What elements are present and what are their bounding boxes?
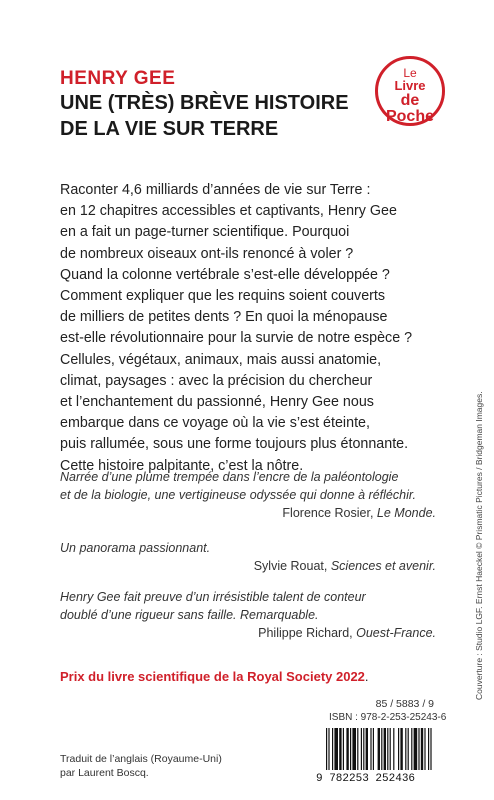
description-line: de milliers de petites dents ? En quoi la ménopause (60, 309, 388, 326)
press-quote-sciences-et-avenir (60, 539, 436, 575)
barcode-bar (339, 728, 341, 770)
barcode-bar (378, 728, 380, 770)
quote-source: Philippe Richard, Ouest-France. (258, 626, 436, 640)
description-line: Cette histoire palpitante, c’est la nôtre. (60, 457, 304, 474)
description-line: et l’enchantement du passionné, Henry Gee nous (60, 394, 374, 411)
barcode-bar (334, 728, 338, 770)
barcode-bar (428, 728, 429, 770)
prize-mention: Prix du livre scientifique de la Royal Society 2022. (60, 669, 369, 684)
description-line: Raconter 4,6 milliards d’années de vie sur Terre : (60, 182, 371, 198)
barcode-bar (387, 728, 388, 770)
quote-line: doublé d’une rigueur sans faille. Remarquable. (60, 608, 319, 622)
barcode-bar (363, 728, 364, 770)
barcode-bar (400, 728, 402, 770)
barcode-bar (346, 728, 348, 770)
press-quote-ouest-france (60, 588, 436, 642)
barcode-bar (384, 728, 386, 770)
barcode-bar (373, 728, 374, 770)
translator-credit (60, 752, 222, 780)
book-description (60, 180, 440, 477)
barcode-bar (366, 728, 368, 770)
description-line: en 12 chapitres accessibles et captivants, Henry Gee (60, 203, 397, 220)
logo-text-de-poche: de Poche (385, 92, 434, 125)
quote-line: Narrée d’une plume trempée dans l’encre de la paléontologie (60, 470, 399, 484)
barcode-digits: 9 782253 252436 (316, 773, 416, 784)
barcode-bar (393, 728, 394, 770)
barcode (312, 726, 448, 784)
barcode-bar (430, 728, 431, 770)
barcode-graphic (312, 726, 448, 784)
barcode-bar (418, 728, 419, 770)
livre-de-poche-logo (375, 56, 445, 126)
description-line: de nombreux oiseaux ont-ils renoncé à voler ? (60, 245, 354, 262)
barcode-bar (357, 728, 358, 770)
description-line: en a fait un page-turner scientifique. Pourquoi (60, 224, 350, 241)
description-line: climat, paysages : avec la précision du chercheur (60, 372, 373, 389)
translator-line: par Laurent Boscq. (60, 767, 149, 779)
barcode-bar (328, 728, 329, 770)
barcode-bar (361, 728, 362, 770)
quote-source: Sylvie Rouat, Sciences et avenir. (253, 559, 436, 573)
barcode-bar (398, 728, 399, 770)
barcode-bar (352, 728, 356, 770)
description-line: puis rallumée, sous une forme toujours plus étonnante. (60, 436, 409, 453)
barcode-bar (421, 728, 423, 770)
description-line: Cellules, végétaux, animaux, mais aussi anatomie, (60, 351, 382, 368)
barcode-bar (332, 728, 333, 770)
press-quote-le-monde (60, 468, 436, 522)
title-line-2: DE LA VIE SUR TERRE (60, 118, 279, 140)
catalog-code: 85 / 5883 / 9 (375, 698, 434, 710)
description-line: Comment expliquer que les requins soient couverts (60, 288, 386, 305)
barcode-bar (408, 728, 409, 770)
barcode-bar (411, 728, 412, 770)
quote-line: Henry Gee fait preuve d’un irrésistible talent de conteur (60, 590, 366, 604)
barcode-bar (350, 728, 351, 770)
title-line-1: UNE (TRÈS) BRÈVE HISTOIRE (60, 92, 349, 114)
cover-credits: Couverture : Studio LGF. Ernst Haeckel © Prismatic Pictures / Bridgeman Images. (474, 391, 484, 700)
barcode-bar (381, 728, 382, 770)
barcode-bar (390, 728, 391, 770)
barcode-bar (414, 728, 418, 770)
description-line: est-elle révolutionnaire pour la survie de notre espèce ? (60, 330, 413, 347)
author-name: HENRY GEE (60, 68, 176, 89)
logo-text-le: Le (403, 66, 417, 80)
quote-line: Un panorama passionnant. (60, 541, 211, 555)
barcode-bar (370, 728, 371, 770)
barcode-bar (326, 728, 327, 770)
description-line: embarque dans ce voyage où la vie s’est éteinte, (60, 415, 370, 432)
quote-source: Florence Rosier, Le Monde. (282, 506, 436, 520)
translator-line: Traduit de l’anglais (Royaume-Uni) (60, 753, 222, 765)
barcode-bar (343, 728, 344, 770)
barcode-bar (405, 728, 406, 770)
isbn-number: ISBN : 978-2-253-25243-6 (329, 712, 447, 723)
barcode-bar (424, 728, 425, 770)
logo-text-livre: Livre (394, 78, 426, 93)
quote-line: et de la biologie, une vertigineuse odyssée qui donne à réfléchir. (60, 488, 417, 502)
description-line: Quand la colonne vertébrale s’est-elle développée ? (60, 266, 390, 283)
